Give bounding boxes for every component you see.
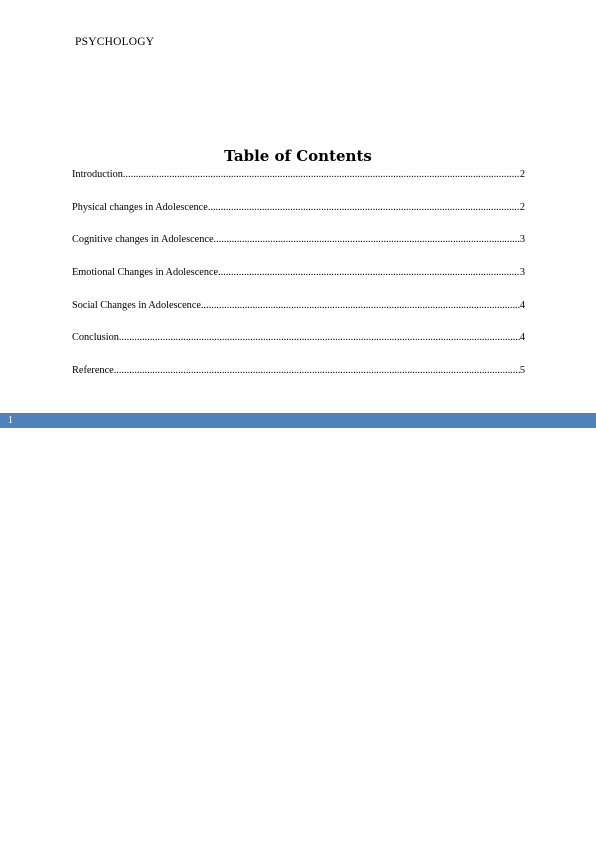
- toc-entry-page: 5: [519, 365, 525, 377]
- toc-dot-leader: [201, 298, 520, 314]
- toc-entry-label: Reference: [72, 365, 114, 377]
- toc-dot-leader: [208, 200, 520, 216]
- toc-dot-leader: [123, 167, 520, 183]
- toc-entry-label: Conclusion: [72, 332, 119, 344]
- toc-entry-label: Introduction: [72, 169, 123, 180]
- toc-entry-page: 3: [519, 234, 525, 246]
- toc-entry-reference[interactable]: [72, 363, 525, 396]
- toc-entry-page: 4: [519, 332, 525, 344]
- toc-dot-leader: [218, 265, 520, 281]
- toc-entry-introduction[interactable]: [72, 167, 525, 200]
- toc-entry-conclusion[interactable]: [72, 330, 525, 363]
- table-of-contents: [72, 167, 525, 396]
- toc-dot-leader: [114, 363, 520, 379]
- toc-entry-emotional-changes[interactable]: [72, 265, 525, 298]
- toc-entry-label: Cognitive changes in Adolescence: [72, 234, 214, 246]
- toc-entry-page: 3: [519, 267, 525, 279]
- running-header: PSYCHOLOGY: [75, 36, 155, 48]
- toc-entry-label: Emotional Changes in Adolescence: [72, 267, 219, 279]
- page-number: 1: [8, 415, 13, 426]
- toc-entry-page: 4: [519, 299, 525, 311]
- toc-entry-label: Physical changes in Adolescence: [72, 201, 208, 213]
- toc-dot-leader: [119, 330, 520, 346]
- toc-entry-page: 2: [519, 169, 525, 180]
- toc-entry-social-changes[interactable]: [72, 298, 525, 331]
- toc-dot-leader: [214, 232, 520, 248]
- toc-entry-label: Social Changes in Adolescence: [72, 299, 201, 311]
- toc-entry-physical-changes[interactable]: [72, 200, 525, 233]
- footer-bar: [0, 413, 596, 428]
- toc-entry-page: 2: [519, 201, 525, 213]
- toc-entry-cognitive-changes[interactable]: [72, 232, 525, 265]
- toc-title: Table of Contents: [224, 147, 372, 165]
